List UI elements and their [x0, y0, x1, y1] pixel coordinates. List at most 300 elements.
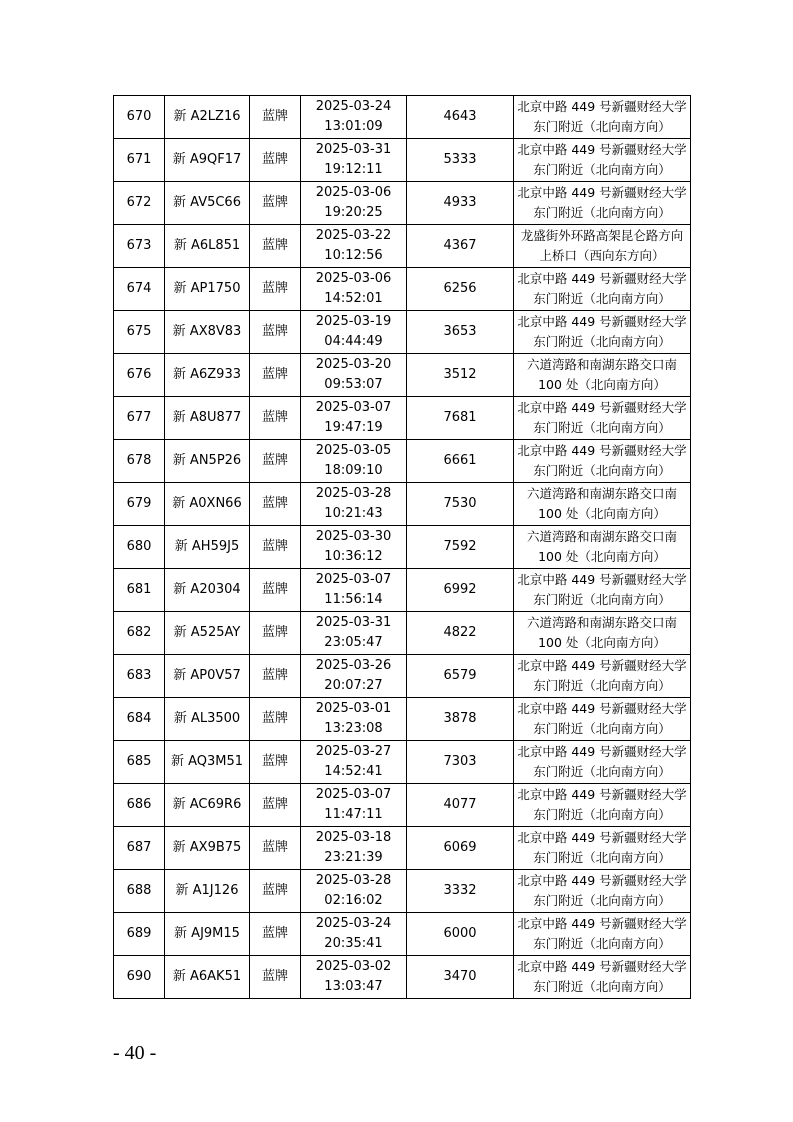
location-cell	[514, 483, 691, 526]
plate-plate-text: 新 A525AY	[173, 625, 241, 640]
datetime-date-text: 2025-03-22	[315, 228, 392, 243]
datetime-time-text: 20:35:41	[324, 936, 383, 951]
datetime-cell	[301, 827, 407, 870]
location-loc1-text: 北京中路 449 号新疆财经大学	[517, 314, 687, 329]
datetime-date-text: 2025-03-20	[315, 357, 392, 372]
code-code-text: 4933	[443, 195, 477, 210]
location-loc2-text: 100 处（北向南方向）	[538, 635, 666, 650]
code-code-text: 3653	[443, 324, 477, 339]
code-cell	[407, 311, 514, 354]
location-loc1-text: 北京中路 449 号新疆财经大学	[517, 271, 687, 286]
datetime-date-text: 2025-03-28	[315, 486, 392, 501]
location-cell	[514, 311, 691, 354]
location-cell	[514, 354, 691, 397]
code-code-text: 7303	[443, 754, 477, 769]
id-cell	[114, 182, 165, 225]
location-loc2-text: 东门附近（北向南方向）	[533, 291, 671, 306]
location-cell	[514, 397, 691, 440]
location-cell	[514, 182, 691, 225]
datetime-time-text: 09:53:07	[324, 377, 383, 392]
datetime-time-text: 10:12:56	[324, 248, 383, 263]
datetime-cell	[301, 913, 407, 956]
datetime-cell	[301, 354, 407, 397]
datetime-date-text: 2025-03-05	[315, 443, 392, 458]
id-id-text: 673	[126, 238, 152, 253]
plate-color-cell	[250, 612, 301, 655]
id-cell	[114, 569, 165, 612]
id-cell	[114, 827, 165, 870]
datetime-cell	[301, 268, 407, 311]
id-cell	[114, 268, 165, 311]
plate-cell	[165, 225, 250, 268]
location-loc2-text: 东门附近（北向南方向）	[533, 205, 671, 220]
datetime-cell	[301, 483, 407, 526]
plate-color-color-text: 蓝牌	[261, 539, 288, 554]
location-loc2-text: 东门附近（北向南方向）	[533, 592, 671, 607]
id-cell	[114, 225, 165, 268]
plate-color-cell	[250, 311, 301, 354]
plate-cell	[165, 655, 250, 698]
datetime-cell	[301, 784, 407, 827]
id-id-text: 687	[126, 840, 152, 855]
datetime-date-text: 2025-03-06	[315, 271, 392, 286]
plate-plate-text: 新 AL3500	[173, 711, 241, 726]
id-id-text: 677	[126, 410, 152, 425]
code-cell	[407, 913, 514, 956]
table-row	[114, 182, 691, 225]
plate-plate-text: 新 AP0V57	[173, 668, 241, 683]
plate-cell	[165, 698, 250, 741]
plate-cell	[165, 483, 250, 526]
plate-cell	[165, 311, 250, 354]
location-loc1-text: 北京中路 449 号新疆财经大学	[517, 400, 687, 415]
location-loc1-text: 六道湾路和南湖东路交口南	[526, 486, 677, 501]
datetime-cell	[301, 526, 407, 569]
code-code-text: 6992	[443, 582, 477, 597]
table-row	[114, 569, 691, 612]
plate-color-cell	[250, 96, 301, 139]
datetime-time-text: 19:20:25	[324, 205, 383, 220]
datetime-date-text: 2025-03-24	[315, 99, 392, 114]
id-cell	[114, 397, 165, 440]
plate-color-cell	[250, 225, 301, 268]
plate-color-color-text: 蓝牌	[261, 367, 288, 382]
datetime-cell	[301, 225, 407, 268]
id-cell	[114, 139, 165, 182]
location-loc1-text: 北京中路 449 号新疆财经大学	[517, 443, 687, 458]
datetime-time-text: 14:52:41	[324, 764, 383, 779]
datetime-time-text: 02:16:02	[324, 893, 383, 908]
location-loc1-text: 北京中路 449 号新疆财经大学	[517, 959, 687, 974]
plate-color-cell	[250, 268, 301, 311]
code-code-text: 6069	[443, 840, 477, 855]
location-loc1-text: 六道湾路和南湖东路交口南	[526, 615, 677, 630]
code-cell	[407, 139, 514, 182]
datetime-date-text: 2025-03-28	[315, 873, 392, 888]
plate-plate-text: 新 AP1750	[173, 281, 241, 296]
datetime-date-text: 2025-03-27	[315, 744, 392, 759]
location-loc2-text: 东门附近（北向南方向）	[533, 893, 671, 908]
location-cell	[514, 741, 691, 784]
plate-cell	[165, 397, 250, 440]
location-loc1-text: 北京中路 449 号新疆财经大学	[517, 185, 687, 200]
plate-color-color-text: 蓝牌	[261, 109, 288, 124]
code-cell	[407, 483, 514, 526]
location-loc2-text: 东门附近（北向南方向）	[533, 721, 671, 736]
id-id-text: 690	[126, 969, 152, 984]
location-loc1-text: 北京中路 449 号新疆财经大学	[517, 830, 687, 845]
id-id-text: 680	[126, 539, 152, 554]
code-cell	[407, 440, 514, 483]
code-cell	[407, 741, 514, 784]
location-cell	[514, 655, 691, 698]
plate-cell	[165, 913, 250, 956]
datetime-cell	[301, 741, 407, 784]
code-code-text: 4077	[443, 797, 477, 812]
plate-cell	[165, 827, 250, 870]
location-cell	[514, 956, 691, 999]
location-loc1-text: 北京中路 449 号新疆财经大学	[517, 99, 687, 114]
plate-color-color-text: 蓝牌	[261, 668, 288, 683]
datetime-time-text: 11:56:14	[324, 592, 383, 607]
id-id-text: 683	[126, 668, 152, 683]
code-cell	[407, 225, 514, 268]
plate-color-cell	[250, 440, 301, 483]
location-cell	[514, 784, 691, 827]
table-row	[114, 870, 691, 913]
plate-color-cell	[250, 913, 301, 956]
datetime-time-text: 13:01:09	[324, 119, 383, 134]
datetime-time-text: 19:47:19	[324, 420, 383, 435]
id-id-text: 688	[126, 883, 152, 898]
plate-color-color-text: 蓝牌	[261, 152, 288, 167]
location-loc2-text: 100 处（北向南方向）	[538, 377, 666, 392]
location-loc2-text: 上桥口（西向东方向）	[539, 248, 665, 263]
records-table	[113, 95, 691, 999]
datetime-date-text: 2025-03-06	[315, 185, 392, 200]
location-loc1-text: 北京中路 449 号新疆财经大学	[517, 873, 687, 888]
code-code-text: 7681	[443, 410, 477, 425]
location-cell	[514, 612, 691, 655]
plate-color-cell	[250, 698, 301, 741]
location-loc2-text: 东门附近（北向南方向）	[533, 162, 671, 177]
location-loc2-text: 100 处（北向南方向）	[538, 549, 666, 564]
location-loc1-text: 六道湾路和南湖东路交口南	[526, 529, 677, 544]
location-loc1-text: 北京中路 449 号新疆财经大学	[517, 142, 687, 157]
datetime-date-text: 2025-03-07	[315, 787, 392, 802]
id-cell	[114, 311, 165, 354]
plate-plate-text: 新 A9QF17	[172, 152, 242, 167]
datetime-time-text: 14:52:01	[324, 291, 383, 306]
id-cell	[114, 698, 165, 741]
plate-color-cell	[250, 784, 301, 827]
datetime-cell	[301, 698, 407, 741]
plate-plate-text: 新 AC69R6	[172, 797, 242, 812]
table-row	[114, 354, 691, 397]
id-cell	[114, 741, 165, 784]
id-id-text: 671	[126, 152, 152, 167]
id-cell	[114, 526, 165, 569]
datetime-date-text: 2025-03-30	[315, 529, 392, 544]
location-cell	[514, 268, 691, 311]
plate-plate-text: 新 A6AK51	[172, 969, 242, 984]
code-cell	[407, 397, 514, 440]
plate-plate-text: 新 A6L851	[173, 238, 241, 253]
plate-plate-text: 新 A8U877	[172, 410, 242, 425]
code-code-text: 4367	[443, 238, 477, 253]
plate-cell	[165, 741, 250, 784]
datetime-date-text: 2025-03-26	[315, 658, 392, 673]
location-cell	[514, 698, 691, 741]
plate-cell	[165, 784, 250, 827]
location-loc1-text: 龙盛街外环路高架昆仑路方向	[520, 228, 684, 243]
location-cell	[514, 827, 691, 870]
id-id-text: 675	[126, 324, 152, 339]
plate-color-color-text: 蓝牌	[261, 281, 288, 296]
plate-color-cell	[250, 526, 301, 569]
location-cell	[514, 225, 691, 268]
id-cell	[114, 870, 165, 913]
plate-color-color-text: 蓝牌	[261, 410, 288, 425]
plate-plate-text: 新 AQ3M51	[170, 754, 244, 769]
id-id-text: 670	[126, 109, 152, 124]
plate-color-cell	[250, 870, 301, 913]
plate-cell	[165, 526, 250, 569]
id-id-text: 684	[126, 711, 152, 726]
datetime-time-text: 23:21:39	[324, 850, 383, 865]
code-cell	[407, 784, 514, 827]
plate-color-color-text: 蓝牌	[261, 195, 288, 210]
datetime-date-text: 2025-03-31	[315, 142, 392, 157]
code-code-text: 3470	[443, 969, 477, 984]
datetime-cell	[301, 139, 407, 182]
plate-cell	[165, 182, 250, 225]
code-code-text: 5333	[443, 152, 477, 167]
datetime-date-text: 2025-03-24	[315, 916, 392, 931]
location-loc2-text: 东门附近（北向南方向）	[533, 850, 671, 865]
datetime-cell	[301, 96, 407, 139]
plate-color-color-text: 蓝牌	[261, 711, 288, 726]
plate-color-cell	[250, 655, 301, 698]
plate-color-color-text: 蓝牌	[261, 453, 288, 468]
code-cell	[407, 870, 514, 913]
id-id-text: 672	[126, 195, 152, 210]
location-loc1-text: 北京中路 449 号新疆财经大学	[517, 572, 687, 587]
code-cell	[407, 569, 514, 612]
datetime-cell	[301, 870, 407, 913]
location-loc2-text: 东门附近（北向南方向）	[533, 979, 671, 994]
table-row	[114, 268, 691, 311]
datetime-date-text: 2025-03-19	[315, 314, 392, 329]
code-cell	[407, 96, 514, 139]
id-id-text: 681	[126, 582, 152, 597]
plate-cell	[165, 956, 250, 999]
datetime-date-text: 2025-03-01	[315, 701, 392, 716]
location-cell	[514, 96, 691, 139]
plate-cell	[165, 612, 250, 655]
plate-plate-text: 新 A1J126	[175, 883, 239, 898]
plate-color-color-text: 蓝牌	[261, 797, 288, 812]
datetime-cell	[301, 311, 407, 354]
table-row	[114, 440, 691, 483]
id-id-text: 678	[126, 453, 152, 468]
plate-plate-text: 新 AH59J5	[174, 539, 240, 554]
table-row	[114, 311, 691, 354]
plate-color-color-text: 蓝牌	[261, 496, 288, 511]
plate-cell	[165, 870, 250, 913]
datetime-cell	[301, 440, 407, 483]
location-cell	[514, 139, 691, 182]
id-cell	[114, 655, 165, 698]
location-loc2-text: 东门附近（北向南方向）	[533, 420, 671, 435]
code-code-text: 3332	[443, 883, 477, 898]
code-code-text: 6661	[443, 453, 477, 468]
location-loc1-text: 六道湾路和南湖东路交口南	[526, 357, 677, 372]
plate-cell	[165, 569, 250, 612]
plate-color-cell	[250, 569, 301, 612]
datetime-time-text: 20:07:27	[324, 678, 383, 693]
location-cell	[514, 440, 691, 483]
table-row	[114, 784, 691, 827]
plate-color-color-text: 蓝牌	[261, 840, 288, 855]
code-cell	[407, 354, 514, 397]
code-code-text: 6579	[443, 668, 477, 683]
location-cell	[514, 569, 691, 612]
plate-plate-text: 新 A20304	[173, 582, 241, 597]
location-loc2-text: 东门附近（北向南方向）	[533, 119, 671, 134]
table-row	[114, 139, 691, 182]
plate-color-cell	[250, 956, 301, 999]
table-row	[114, 96, 691, 139]
code-code-text: 6000	[443, 926, 477, 941]
datetime-cell	[301, 612, 407, 655]
location-loc2-text: 东门附近（北向南方向）	[533, 334, 671, 349]
code-code-text: 3878	[443, 711, 477, 726]
plate-plate-text: 新 AX9B75	[172, 840, 242, 855]
id-id-text: 674	[126, 281, 152, 296]
id-cell	[114, 96, 165, 139]
id-cell	[114, 913, 165, 956]
location-cell	[514, 870, 691, 913]
plate-color-color-text: 蓝牌	[261, 324, 288, 339]
plate-plate-text: 新 A6Z933	[172, 367, 241, 382]
datetime-time-text: 23:05:47	[324, 635, 383, 650]
plate-cell	[165, 139, 250, 182]
table-row	[114, 827, 691, 870]
datetime-cell	[301, 956, 407, 999]
location-loc2-text: 东门附近（北向南方向）	[533, 764, 671, 779]
datetime-time-text: 04:44:49	[324, 334, 383, 349]
plate-cell	[165, 440, 250, 483]
datetime-time-text: 19:12:11	[324, 162, 383, 177]
plate-cell	[165, 268, 250, 311]
id-id-text: 685	[126, 754, 152, 769]
id-cell	[114, 612, 165, 655]
code-code-text: 7592	[443, 539, 477, 554]
code-code-text: 4643	[443, 109, 477, 124]
location-cell	[514, 526, 691, 569]
datetime-time-text: 18:09:10	[324, 463, 383, 478]
code-code-text: 3512	[443, 367, 477, 382]
plate-plate-text: 新 AX8V83	[172, 324, 242, 339]
datetime-date-text: 2025-03-07	[315, 572, 392, 587]
plate-color-cell	[250, 741, 301, 784]
location-loc2-text: 100 处（北向南方向）	[538, 506, 666, 521]
plate-color-color-text: 蓝牌	[261, 625, 288, 640]
plate-cell	[165, 354, 250, 397]
datetime-date-text: 2025-03-02	[315, 959, 392, 974]
plate-plate-text: 新 AN5P26	[172, 453, 242, 468]
datetime-cell	[301, 569, 407, 612]
location-loc1-text: 北京中路 449 号新疆财经大学	[517, 658, 687, 673]
plate-color-color-text: 蓝牌	[261, 754, 288, 769]
plate-plate-text: 新 AJ9M15	[174, 926, 240, 941]
id-cell	[114, 784, 165, 827]
table-row	[114, 612, 691, 655]
datetime-time-text: 10:21:43	[324, 506, 383, 521]
page-number: - 40 -	[113, 1042, 157, 1064]
id-cell	[114, 956, 165, 999]
code-cell	[407, 182, 514, 225]
code-cell	[407, 612, 514, 655]
plate-plate-text: 新 A2LZ16	[173, 109, 241, 124]
table-row	[114, 913, 691, 956]
plate-color-cell	[250, 182, 301, 225]
plate-color-cell	[250, 354, 301, 397]
id-id-text: 686	[126, 797, 152, 812]
code-cell	[407, 268, 514, 311]
code-code-text: 6256	[443, 281, 477, 296]
id-id-text: 679	[126, 496, 152, 511]
id-cell	[114, 354, 165, 397]
table-row	[114, 483, 691, 526]
location-loc1-text: 北京中路 449 号新疆财经大学	[517, 787, 687, 802]
location-loc1-text: 北京中路 449 号新疆财经大学	[517, 701, 687, 716]
location-loc1-text: 北京中路 449 号新疆财经大学	[517, 744, 687, 759]
datetime-cell	[301, 182, 407, 225]
location-loc1-text: 北京中路 449 号新疆财经大学	[517, 916, 687, 931]
id-id-text: 689	[126, 926, 152, 941]
plate-color-cell	[250, 483, 301, 526]
table-row	[114, 397, 691, 440]
code-code-text: 4822	[443, 625, 477, 640]
plate-plate-text: 新 A0XN66	[172, 496, 242, 511]
plate-color-color-text: 蓝牌	[261, 582, 288, 597]
id-id-text: 682	[126, 625, 152, 640]
plate-color-color-text: 蓝牌	[261, 969, 288, 984]
location-loc2-text: 东门附近（北向南方向）	[533, 678, 671, 693]
code-cell	[407, 956, 514, 999]
code-cell	[407, 698, 514, 741]
code-cell	[407, 655, 514, 698]
code-cell	[407, 827, 514, 870]
table-row	[114, 225, 691, 268]
table-row	[114, 698, 691, 741]
id-id-text: 676	[126, 367, 152, 382]
location-loc2-text: 东门附近（北向南方向）	[533, 936, 671, 951]
location-cell	[514, 913, 691, 956]
table-row	[114, 526, 691, 569]
datetime-date-text: 2025-03-31	[315, 615, 392, 630]
plate-color-cell	[250, 827, 301, 870]
plate-plate-text: 新 AV5C66	[173, 195, 241, 210]
table-row	[114, 655, 691, 698]
location-loc2-text: 东门附近（北向南方向）	[533, 807, 671, 822]
records-body	[114, 96, 691, 999]
plate-cell	[165, 96, 250, 139]
table-row	[114, 956, 691, 999]
plate-color-color-text: 蓝牌	[261, 926, 288, 941]
